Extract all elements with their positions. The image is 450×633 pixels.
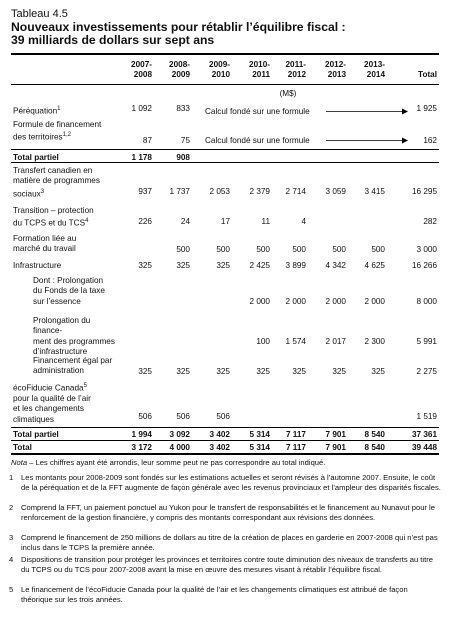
row-label-text: Infrastructure (13, 261, 62, 270)
footnote-ref: 5 (83, 383, 87, 389)
row-label-text: du TCPS et du TCS (13, 219, 86, 229)
cell-tot-1: 4 000 (169, 443, 190, 452)
nota (11, 458, 441, 468)
row-label-text: Péréquation (13, 106, 58, 116)
row-label-line (33, 337, 120, 347)
row-label-text: climatiques (13, 414, 54, 424)
cell-tp2-2: 3 402 (209, 430, 230, 439)
cell-trans-7: 282 (423, 217, 437, 226)
footnote-number: 5 (9, 585, 14, 594)
column-header: 2009- 2010 (209, 60, 230, 80)
cell-feg-1: 325 (176, 367, 190, 376)
row-label-line (13, 104, 120, 117)
cell-tp2-1: 3 092 (169, 430, 190, 439)
row-label-text: Transition – protection (13, 206, 94, 215)
footnote-number: 2 (9, 503, 14, 512)
cell-trans-4: 4 (301, 217, 306, 226)
row-label-tp2 (13, 430, 120, 440)
cell-fft-7: 162 (423, 136, 437, 145)
cell-trans-3: 11 (261, 217, 270, 226)
row-label-line (33, 356, 120, 366)
row-label-line (13, 206, 120, 216)
column-header: 2010- 2011 (249, 60, 270, 80)
cell-trans-0: 226 (138, 217, 152, 226)
row-label-text: Formule de financement (13, 120, 102, 129)
cell-tp2-7: 37 361 (411, 430, 437, 439)
cell-feg-0: 325 (138, 367, 152, 376)
row-label-text: sur l’essence (33, 296, 81, 306)
row-label-tcps (13, 166, 120, 200)
row-label-line (33, 276, 120, 286)
cell-peq-0: 1 092 (131, 104, 152, 113)
column-header: Total (418, 70, 437, 79)
footnote-number: 1 (9, 473, 14, 482)
bottom-rule (11, 453, 439, 455)
row-label-line (13, 261, 120, 271)
row-label-line (13, 415, 120, 425)
row-label-text: d’infrastructure (33, 346, 88, 356)
row-label-text: et les changements (13, 404, 85, 414)
cell-tp2-3: 5 314 (249, 430, 270, 439)
cell-infra-0: 325 (138, 261, 152, 270)
column-header: 2007- 2008 (131, 60, 152, 80)
footnote-ref: 4 (85, 218, 89, 225)
cell-fte-6: 2 000 (364, 297, 385, 306)
cell-feg-2: 325 (216, 367, 230, 376)
cell-fte-3: 2 000 (249, 297, 270, 306)
row-label-text: Total partiel (13, 430, 59, 439)
row-label-line (13, 216, 120, 229)
cell-eco-7: 1 519 (416, 412, 437, 421)
nota-word: Nota (11, 458, 28, 467)
cell-tp2-5: 7 901 (325, 430, 346, 439)
title-line-1: Nouveaux investissements pour rétablir l’équilibre fiscal : (11, 20, 346, 34)
row-label-feg (33, 356, 120, 377)
cell-feg-5: 325 (332, 367, 346, 376)
column-header: 2013- 2014 (364, 60, 385, 80)
cell-infra-6: 4 625 (364, 261, 385, 270)
row-label-text: Financement égal par (33, 356, 113, 365)
row-label-text: matière de programmes (13, 176, 100, 186)
cell-infra-1: 325 (176, 261, 190, 270)
cell-pfpi-5: 2 017 (325, 337, 346, 346)
cell-infra-3: 2 425 (249, 261, 270, 270)
table-title (11, 21, 441, 47)
column-header: 2008- 2009 (169, 60, 190, 80)
row-label-fte (33, 276, 120, 307)
footnote-5: Le financement de l’écoFiducie Canada pour la qualité de l’air et les changements climatiques est attribué de façon théorique sur les trois années. (21, 585, 408, 604)
formula-note-1: Calcul fondé sur une formule (205, 107, 310, 116)
row-label-line (13, 166, 120, 176)
title-line-2: 39 milliards de dollars sur sept ans (11, 33, 215, 47)
row-label-line (13, 430, 120, 440)
cell-form-2: 500 (216, 245, 230, 254)
footnote-number: 3 (9, 533, 14, 542)
cell-tcps-5: 3 059 (325, 187, 346, 196)
table-label: Tableau 4.5 (11, 8, 68, 20)
cell-infra-2: 325 (216, 261, 230, 270)
cell-tot-4: 7 117 (285, 443, 306, 452)
column-header: 2012- 2013 (325, 60, 346, 80)
row-label-line (13, 381, 120, 394)
row-label-pfpi (33, 316, 120, 357)
cell-fte-4: 2 000 (285, 297, 306, 306)
cell-tp2-6: 8 540 (364, 430, 385, 439)
cell-tp1-1: 908 (176, 153, 190, 162)
row-label-text: marché du travail (13, 244, 76, 254)
unit-label: (M$) (279, 89, 297, 98)
cell-tot-2: 3 402 (209, 443, 230, 452)
cell-tp1-0: 1 178 (131, 153, 152, 162)
row-label-text: Formation liée au (13, 234, 77, 243)
cell-tot-5: 7 901 (325, 443, 346, 452)
cell-tcps-2: 2 053 (209, 187, 230, 196)
row-label-line (33, 297, 120, 307)
rule-total (11, 440, 439, 441)
row-label-form (13, 234, 120, 255)
cell-tot-3: 5 314 (249, 443, 270, 452)
row-label-text: administration (33, 366, 84, 376)
row-label-line (13, 187, 120, 200)
cell-fte-7: 8 000 (416, 297, 437, 306)
cell-form-1: 500 (176, 245, 190, 254)
row-label-eco (13, 381, 120, 425)
row-label-line (13, 394, 120, 404)
row-label-line (33, 286, 120, 296)
cell-tot-0: 3 172 (131, 443, 152, 452)
footnote-1: Les montants pour 2008-2009 sont fondés sur les estimations actuelles et seront révisés à l’automne 2007. Ensuite, le coût de la péréquation et de la FFT augmente de façon générale avec les revenus provinciaux et l’ampleur des disparités fiscales. (21, 473, 441, 492)
header-rule (11, 84, 439, 85)
cell-peq-7: 1 925 (416, 104, 437, 113)
row-label-text: sociaux (13, 189, 41, 199)
footnote-4: Dispositions de transition pour protéger les provinces et territoires contre toute diminution des niveaux de transferts au titre du TCPS ou du TCS pour 2007-2008 avant la mise en œuvre des mesures visant à rétablir l’équilibre fiscal. (21, 555, 433, 574)
row-label-line (13, 404, 120, 414)
row-label-text: ment des programmes (33, 336, 115, 346)
cell-tp2-4: 7 117 (285, 430, 306, 439)
footnote-ref: 3 (40, 188, 45, 195)
footnote-ref: 1 (57, 106, 61, 112)
cell-tcps-0: 937 (138, 187, 152, 196)
cell-fft-0: 87 (142, 136, 152, 145)
row-label-text: Transfert canadien en (13, 166, 93, 175)
cell-trans-1: 24 (180, 217, 190, 226)
cell-fft-1: 75 (180, 136, 190, 145)
cell-form-5: 500 (332, 245, 346, 254)
cell-fte-5: 2 000 (325, 297, 346, 306)
rule-after-subtotal-1 (11, 162, 439, 163)
row-label-line (13, 234, 120, 244)
cell-pfpi-7: 5 991 (416, 337, 437, 346)
row-label-text: Total (13, 443, 32, 452)
cell-pfpi-3: 100 (256, 337, 270, 346)
arrow-icon (326, 137, 408, 144)
cell-tcps-4: 2 714 (285, 187, 306, 196)
cell-tp2-0: 1 994 (131, 430, 152, 439)
cell-infra-4: 3 899 (285, 261, 306, 270)
footnote-2: Comprend la FFT, un paiement ponctuel au Yukon pour le transfert de responsabilités et le financement au Nunavut pour le renforcement de la gestion financière, y compris des montants correspondant aux révisions des données. (21, 503, 435, 522)
cell-tcps-6: 3 415 (364, 187, 385, 196)
cell-eco-2: 506 (216, 412, 230, 421)
nota-text: – Les chiffres ayant été arrondis, leur somme peut ne pas correspondre au total indiqué. (27, 458, 326, 467)
footnote-3: Comprend le financement de 250 millions de dollars au titre de la création de places en garderie en 2007-2008 qui n’est pas inclus dans le TCPS la première année. (21, 533, 438, 552)
cell-form-4: 500 (292, 245, 306, 254)
row-label-text: Total partiel (13, 153, 59, 162)
row-label-text: pour la qualité de l’air (13, 394, 91, 404)
row-label-text: du Fonds de la taxe (33, 286, 105, 296)
row-label-infra (13, 261, 120, 271)
footnote-number: 4 (9, 555, 14, 564)
arrow-icon (326, 108, 408, 115)
cell-infra-7: 16 266 (411, 261, 437, 270)
cell-pfpi-4: 1 574 (285, 337, 306, 346)
row-label-line (13, 443, 120, 453)
row-label-line (13, 130, 120, 143)
cell-tot-6: 8 540 (364, 443, 385, 452)
row-label-line (33, 316, 120, 337)
row-label-tot (13, 443, 120, 453)
cell-feg-4: 325 (292, 367, 306, 376)
row-label-text: écoFiducie Canada (13, 383, 84, 393)
row-label-text: des territoires (13, 133, 63, 143)
cell-tcps-1: 1 737 (169, 187, 190, 196)
cell-eco-0: 506 (138, 412, 152, 421)
row-label-text: Prolongation du finance- (33, 316, 91, 336)
column-header: 2011- 2012 (285, 60, 306, 80)
rule-subtotal-2 (11, 427, 439, 428)
top-rule (11, 53, 439, 55)
rule-subtotal-1 (11, 149, 439, 150)
cell-feg-6: 325 (371, 367, 385, 376)
cell-form-3: 500 (256, 245, 270, 254)
cell-tcps-7: 16 295 (411, 187, 437, 196)
footnote-ref: 1,2 (62, 132, 71, 139)
row-label-peq (13, 104, 120, 117)
row-label-trans (13, 206, 120, 229)
cell-infra-5: 4 342 (325, 261, 346, 270)
row-label-text: Dont : Prolongation (33, 276, 104, 285)
cell-eco-1: 506 (176, 412, 190, 421)
row-label-line (33, 366, 120, 376)
row-label-line (13, 120, 120, 130)
formula-note-2: Calcul fondé sur une formule (205, 136, 310, 145)
cell-peq-1: 833 (176, 104, 190, 113)
row-label-fft (13, 120, 120, 143)
cell-tcps-3: 2 379 (249, 187, 270, 196)
cell-form-6: 500 (371, 245, 385, 254)
cell-feg-7: 2 275 (416, 367, 437, 376)
cell-feg-3: 325 (256, 367, 270, 376)
cell-tot-7: 39 448 (411, 443, 437, 452)
cell-pfpi-6: 2 300 (364, 337, 385, 346)
row-label-line (13, 244, 120, 254)
row-label-line (13, 176, 120, 186)
cell-trans-2: 17 (220, 217, 230, 226)
cell-form-7: 3 000 (416, 245, 437, 254)
